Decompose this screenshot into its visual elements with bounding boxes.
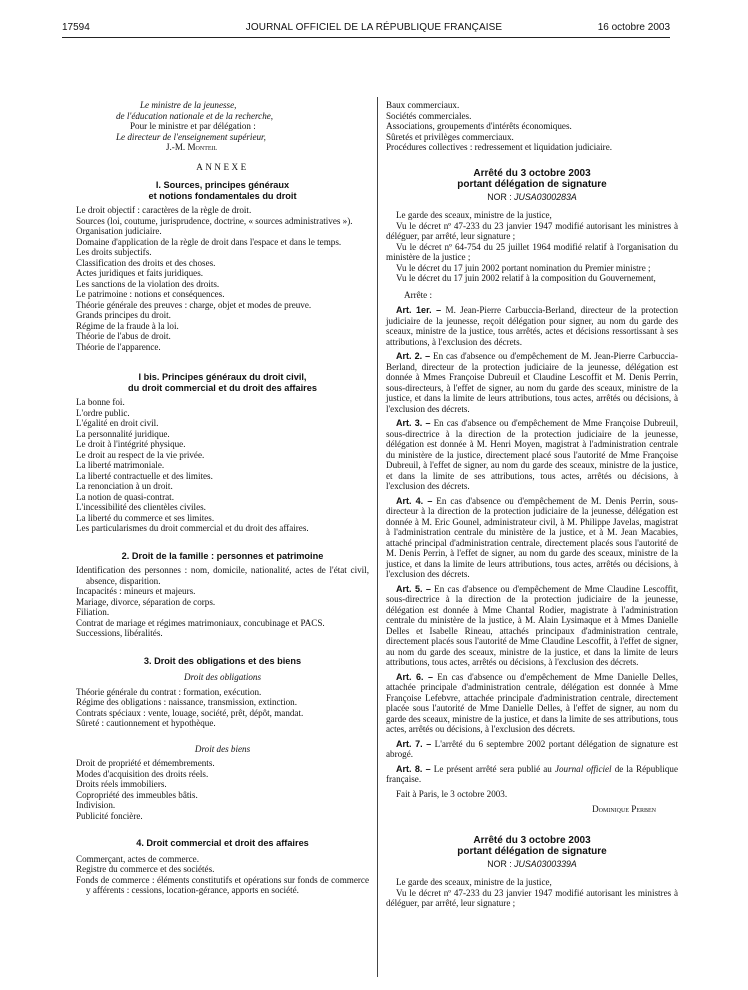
preamble-line: Vu le décret nº 64-754 du 25 juillet 1964 modifié relatif à l'organisation du ministère de la justice ; (386, 241, 678, 262)
preamble-line: Vu le décret du 17 juin 2002 relatif à la composition du Gouvernement, (396, 273, 656, 283)
section-list (386, 100, 678, 153)
list-item: Incapacités : mineurs et majeurs. (76, 586, 196, 596)
list-item: Régime de la fraude à la loi. (76, 320, 179, 331)
header-rule (62, 37, 670, 38)
list-item: L'ordre public. (76, 407, 130, 418)
decree-1 (386, 168, 678, 815)
list-item: Organisation judiciaire. (76, 226, 162, 236)
right-column (386, 100, 678, 909)
preamble-line: Vu le décret du 17 juin 2002 portant nomination du Premier ministre ; (396, 262, 651, 273)
signature-line: Le ministre de la jeunesse, (140, 100, 237, 110)
article-text: de la République française. (386, 763, 678, 784)
list-item: Modes d'acquisition des droits réels. (76, 768, 209, 779)
list-item: Filiation. (76, 607, 110, 617)
signature-line: de l'éducation nationale et de la recherche, (116, 110, 274, 121)
list-item: Copropriété des immeubles bâtis. (76, 789, 198, 800)
list-item: Mariage, divorce, séparation de corps. (76, 596, 216, 607)
list-item: Domaine d'application de la règle de droit dans l'espace et dans le temps. (76, 236, 342, 247)
nor-label: NOR : (487, 858, 512, 869)
article (386, 672, 678, 735)
list-item: Grands principes du droit. (76, 310, 171, 320)
article-text: En cas d'absence ou d'empêchement de Mme Danielle Delles, attachée principale d'administration centrale, délégation est donnée à Mme Françoise Lefebvre, attachée principale d'administration centrale, directement placée sous l'autorité de Mme Danielle Delles, à l'effet de signer, au nom du garde des sceaux, ministre de la justice, et dans la limite de ses attributions, tous actes, arrêtés ou décisions, à l'exclusion des décrets. (386, 671, 678, 734)
list-item: La liberté contractuelle et des limites. (76, 470, 213, 481)
article-label: Art. 2. – (396, 351, 431, 361)
list-item: Le droit au respect de la vie privée. (76, 449, 205, 460)
list-item: La liberté matrimoniale. (76, 460, 165, 470)
article (386, 351, 678, 414)
list-item: Droit de propriété et démembrements. (76, 758, 215, 768)
list-item: Contrats spéciaux : vente, louage, société, prêt, dépôt, mandat. (76, 707, 304, 718)
list-item: Théorie générale des preuves : charge, objet et modes de preuve. (76, 299, 312, 310)
section-list (76, 205, 369, 352)
preamble-line: Vu le décret nº 47-233 du 23 janvier 1947 modifié autorisant les ministres à déléguer, par arrêté, leur signature ; (386, 220, 678, 241)
section-title: du droit commercial et du droit des affaires (128, 382, 317, 393)
subsection-title: Droit des obligations (184, 672, 261, 682)
preamble-line: Le garde des sceaux, ministre de la justice, (396, 210, 552, 220)
list-item: Contrat de mariage et régimes matrimoniaux, concubinage et PACS. (76, 617, 325, 628)
section-list (76, 758, 369, 821)
article-text: En cas d'absence ou d'empêchement de M. Denis Perrin, sous-directeur à la direction de la protection judiciaire de la jeunesse, délégation est donnée à M. Eric Gounel, administrateur civil, à M. Philippe Javelas, magistrat à l'administration centrale du ministère de la justice, et à M. Jean Macabies, attaché principal d'administration centrale, directement placés sous l'autorité de M. Denis Perrin, à l'effet de signer, au nom du garde des sceaux, ministre de la justice, et dans la limite de leurs attributions, tous actes, arrêtés ou décisions, à l'exclusion des décrets. (386, 495, 678, 579)
list-item: Sociétés commerciales. (386, 110, 472, 121)
list-item: La liberté du commerce et ses limites. (76, 512, 215, 523)
nor-reference (386, 859, 678, 870)
left-column (76, 100, 369, 896)
article-text: En cas d'absence ou d'empêchement de Mme Claudine Lescoffit, sous-directrice à la direction de la protection judiciaire de la jeunesse, délégation est donnée à Mme Chantal Rodier, magistrate à l'administration centrale du ministère de la justice, à M. Alain Lysimaque et à Mmes Danielle Delles et Isabelle Rineau, attachés principaux d'administration centrale, directement placés sous l'autorité de Mme Claudine Lescoffit, à l'effet de signer, au nom du garde des sceaux, ministre de la justice, et dans la limite de leurs attributions, tous actes, arrêtés ou décisions, à l'exclusion des décrets. (386, 583, 678, 667)
article (386, 496, 678, 580)
page-header (0, 22, 748, 40)
preamble-line: Le garde des sceaux, ministre de la justice, (396, 877, 552, 887)
decree-title: Arrêté du 3 octobre 2003 (473, 834, 591, 846)
list-item: Le patrimoine : notions et conséquences. (76, 289, 225, 299)
article (386, 305, 678, 347)
minister-signature: Dominique Perben (592, 804, 656, 814)
article-label: Art. 1er. – (396, 305, 442, 315)
signature-name: J.-M. Monteil (166, 142, 218, 152)
list-item: Sources (loi, coutume, jurisprudence, doctrine, « sources administratives »). (76, 215, 353, 226)
list-item: Successions, libéralités. (76, 628, 163, 638)
signature-block (116, 100, 369, 153)
article (386, 739, 678, 760)
decree-title: Arrêté du 3 octobre 2003 (473, 167, 591, 179)
section-title: I bis. Principes généraux du droit civil, (138, 372, 307, 382)
decree-subtitle: portant délégation de signature (457, 178, 607, 190)
section-list (76, 397, 369, 534)
list-item: Sûretés et privilèges commerciaux. (386, 131, 514, 142)
list-item: Les droits subjectifs. (76, 247, 152, 257)
nor-reference (386, 192, 678, 203)
article-text: En cas d'absence ou d'empêchement de Mme Françoise Dubreuil, sous-directrice à la direction de la protection judiciaire de la jeunesse, délégation est donnée à M. Henri Moyen, magistrat à l'administration centrale du ministère de la justice, directement placé sous l'autorité de Mme Françoise Dubreuil, à l'effet de signer, au nom du garde des sceaux, ministre de la justice, et dans la limite de ses attributions, tous actes, arrêtés ou décisions, à l'exclusion des décrets. (386, 418, 678, 491)
nor-label: NOR : (487, 191, 512, 202)
section-title: et notions fondamentales du droit (148, 190, 297, 201)
list-item: Baux commerciaux. (386, 100, 460, 110)
decree-preamble (386, 210, 678, 284)
article-text: Le présent arrêté sera publié au (433, 763, 555, 774)
nor-code: JUSA0300339A (514, 858, 577, 869)
list-item: Droits réels immobiliers. (76, 779, 167, 789)
list-item: La bonne foi. (76, 397, 125, 407)
section-title: I. Sources, principes généraux (155, 180, 290, 190)
preamble-line: Vu le décret nº 47-233 du 23 janvier 1947 modifié autorisant les ministres à déléguer, par arrêté, leur signature ; (386, 887, 678, 908)
list-item: Théorie de l'abus de droit. (76, 331, 171, 341)
article-label: Art. 6. – (396, 671, 434, 682)
section-list (76, 854, 369, 896)
article-label: Art. 5. – (396, 583, 431, 594)
list-item: Théorie générale du contrat : formation, exécution. (76, 686, 262, 697)
annexe-title: ANNEXE (196, 161, 249, 172)
journal-name: Journal officiel (554, 763, 612, 774)
list-item: Les particularismes du droit commercial et du droit des affaires. (76, 523, 309, 533)
article (386, 764, 678, 785)
column-divider (377, 97, 378, 977)
article-text: M. Jean-Pierre Carbuccia-Berland, directeur de la protection judiciaire de la jeunesse, reçoit délégation pour signer, au nom du garde des sceaux, ministre de la justice, tous arrêtés, actes et décisions ressortissant à ses attributions, à l'exclusion des décrets. (386, 305, 678, 347)
section-title: 3. Droit des obligations et des biens (143, 655, 302, 666)
section-list (76, 687, 369, 729)
article (386, 418, 678, 492)
decree-2 (386, 835, 678, 909)
list-item: Identification des personnes : nom, domicile, nationalité, actes de l'état civil, absence, disparition. (76, 565, 369, 586)
list-item: Le droit à l'intégrité physique. (76, 439, 186, 449)
article-label: Art. 7. – (396, 738, 432, 749)
list-item: La personnalité juridique. (76, 428, 170, 439)
nor-code: JUSA0300283A (514, 191, 577, 202)
page-number: 17594 (62, 22, 90, 33)
done-at: Fait à Paris, le 3 octobre 2003. (396, 788, 508, 799)
list-item: La renonciation à un droit. (76, 481, 173, 491)
list-item: Procédures collectives : redressement et liquidation judiciaire. (386, 142, 613, 152)
list-item: L'égalité en droit civil. (76, 418, 159, 428)
list-item: Sûreté : cautionnement et hypothèque. (76, 718, 216, 728)
article-label: Art. 3. – (396, 418, 431, 428)
signature-line: Pour le ministre et par délégation : (130, 121, 256, 131)
list-item: Registre du commerce et des sociétés. (76, 864, 215, 874)
list-item: Indivision. (76, 800, 116, 810)
journal-title: JOURNAL OFFICIEL DE LA RÉPUBLIQUE FRANÇAISE (245, 22, 503, 33)
list-item: L'incessibilité des clientèles civiles. (76, 502, 206, 512)
arrete-keyword: Arrête : (404, 289, 433, 300)
article (386, 584, 678, 668)
issue-date: 16 octobre 2003 (597, 22, 670, 33)
section-title: 4. Droit commercial et droit des affaires (136, 838, 309, 848)
section-title: 2. Droit de la famille : personnes et patrimoine (121, 550, 324, 561)
list-item: Actes juridiques et faits juridiques. (76, 268, 204, 278)
list-item: Classification des droits et des choses. (76, 257, 216, 268)
list-item: Associations, groupements d'intérêts économiques. (386, 121, 572, 131)
list-item: Fonds de commerce : éléments constitutifs et opérations sur fonds de commerce y afférents : cessions, location-gérance, apports en société. (76, 874, 369, 895)
article-text: L'arrêté du 6 septembre 2002 portant délégation de signature est abrogé. (386, 738, 678, 759)
list-item: Commerçant, actes de commerce. (76, 853, 199, 864)
article-text: En cas d'absence ou d'empêchement de M. Jean-Pierre Carbuccia-Berland, directeur de la protection judiciaire de la jeunesse, délégation est donnée à Mmes Françoise Dubreuil et Claudine Lescoffit et M. Denis Perrin, sous-directeurs, à l'effet de signer, au nom du garde des sceaux, ministre de la justice, et dans la limite de leurs attributions, tous actes, arrêtés ou décisions, à l'exclusion des décrets. (386, 351, 679, 414)
subsection-title: Droit des biens (194, 743, 251, 754)
list-item: Le droit objectif : caractères de la règle de droit. (76, 205, 252, 215)
decree-subtitle: portant délégation de signature (457, 845, 607, 857)
signature-line: Le directeur de l'enseignement supérieur, (116, 131, 266, 142)
section-list (76, 565, 369, 639)
article-label: Art. 8. – (396, 763, 431, 774)
decree-preamble (386, 877, 678, 909)
article-label: Art. 4. – (396, 495, 433, 506)
list-item: Théorie de l'apparence. (76, 341, 161, 352)
list-item: Publicité foncière. (76, 810, 143, 821)
list-item: La notion de quasi-contrat. (76, 491, 174, 502)
list-item: Les sanctions de la violation des droits. (76, 278, 220, 289)
list-item: Régime des obligations : naissance, transmission, extinction. (76, 697, 297, 707)
